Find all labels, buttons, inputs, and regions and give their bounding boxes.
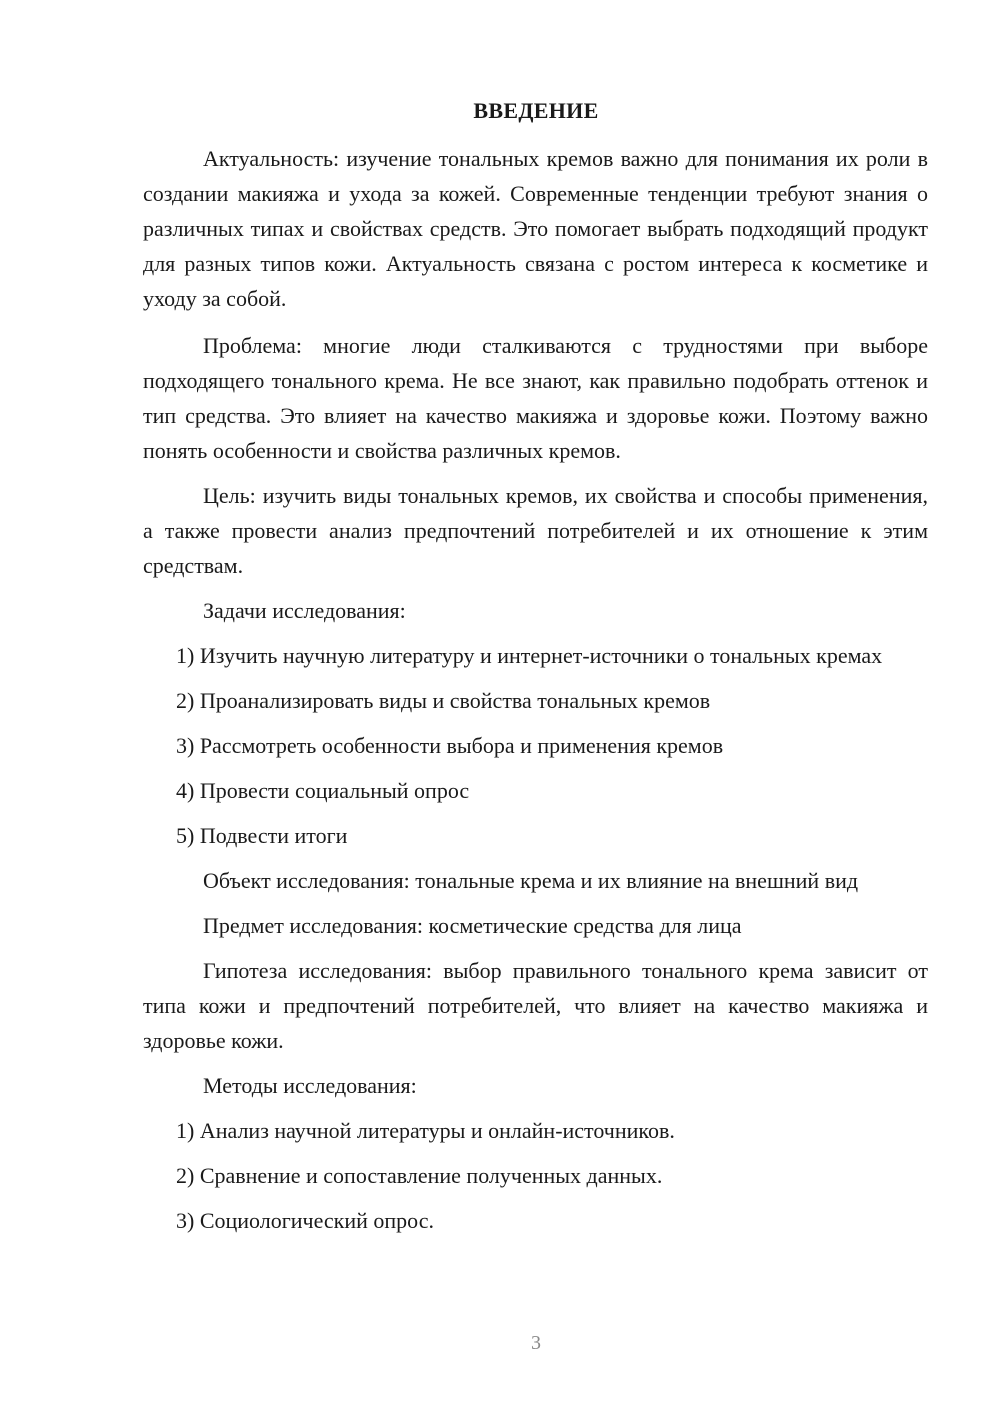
- hypothesis-paragraph: Гипотеза исследования: выбор правильного тонального крема зависит от типа кожи и предпочтений потребителей, что влияет на качество макияжа и здоровье кожи.: [143, 958, 928, 1053]
- relevance-paragraph: Актуальность: изучение тональных кремов важно для понимания их роли в создании макияжа и ухода за кожей. Современные тенденции требуют знания о различных типах и свойствах средств. Это помогает выбрать подходящий продукт для разных типов кожи. Актуальность связана с ростом интереса к косметике и уходу за собой.: [143, 146, 928, 311]
- method-item: 2) Сравнение и сопоставление полученных данных.: [176, 1163, 663, 1188]
- task-item: 5) Подвести итоги: [176, 823, 348, 848]
- goal-paragraph: Цель: изучить виды тональных кремов, их свойства и способы применения, а также провести анализ предпочтений потребителей и их отношение к этим средствам.: [143, 483, 928, 578]
- page-number: 3: [531, 1332, 541, 1354]
- problem-paragraph: Проблема: многие люди сталкиваются с трудностями при выборе подходящего тонального крема. Не все знают, как правильно подобрать оттенок и тип средства. Это влияет на качество макияжа и здоровье кожи. Поэтому важно понять особенности и свойства различных кремов.: [143, 333, 928, 463]
- methods-heading: Методы исследования:: [203, 1073, 417, 1098]
- document-body: [143, 141, 928, 1248]
- task-item: 3) Рассмотреть особенности выбора и применения кремов: [176, 733, 724, 758]
- task-item: 4) Провести социальный опрос: [176, 778, 470, 803]
- method-item: 3) Социологический опрос.: [176, 1208, 434, 1233]
- task-item: 2) Проанализировать виды и свойства тональных кремов: [176, 688, 711, 713]
- method-item: 1) Анализ научной литературы и онлайн-источников.: [176, 1118, 675, 1143]
- tasks-heading: Задачи исследования:: [203, 598, 406, 623]
- subject-paragraph: Предмет исследования: косметические средства для лица: [203, 913, 742, 938]
- task-item: 1) Изучить научную литературу и интернет-источники о тональных кремах: [176, 643, 883, 668]
- object-paragraph: Объект исследования: тональные крема и их влияние на внешний вид: [203, 868, 859, 893]
- section-title: ВВЕДЕНИЕ: [473, 98, 599, 123]
